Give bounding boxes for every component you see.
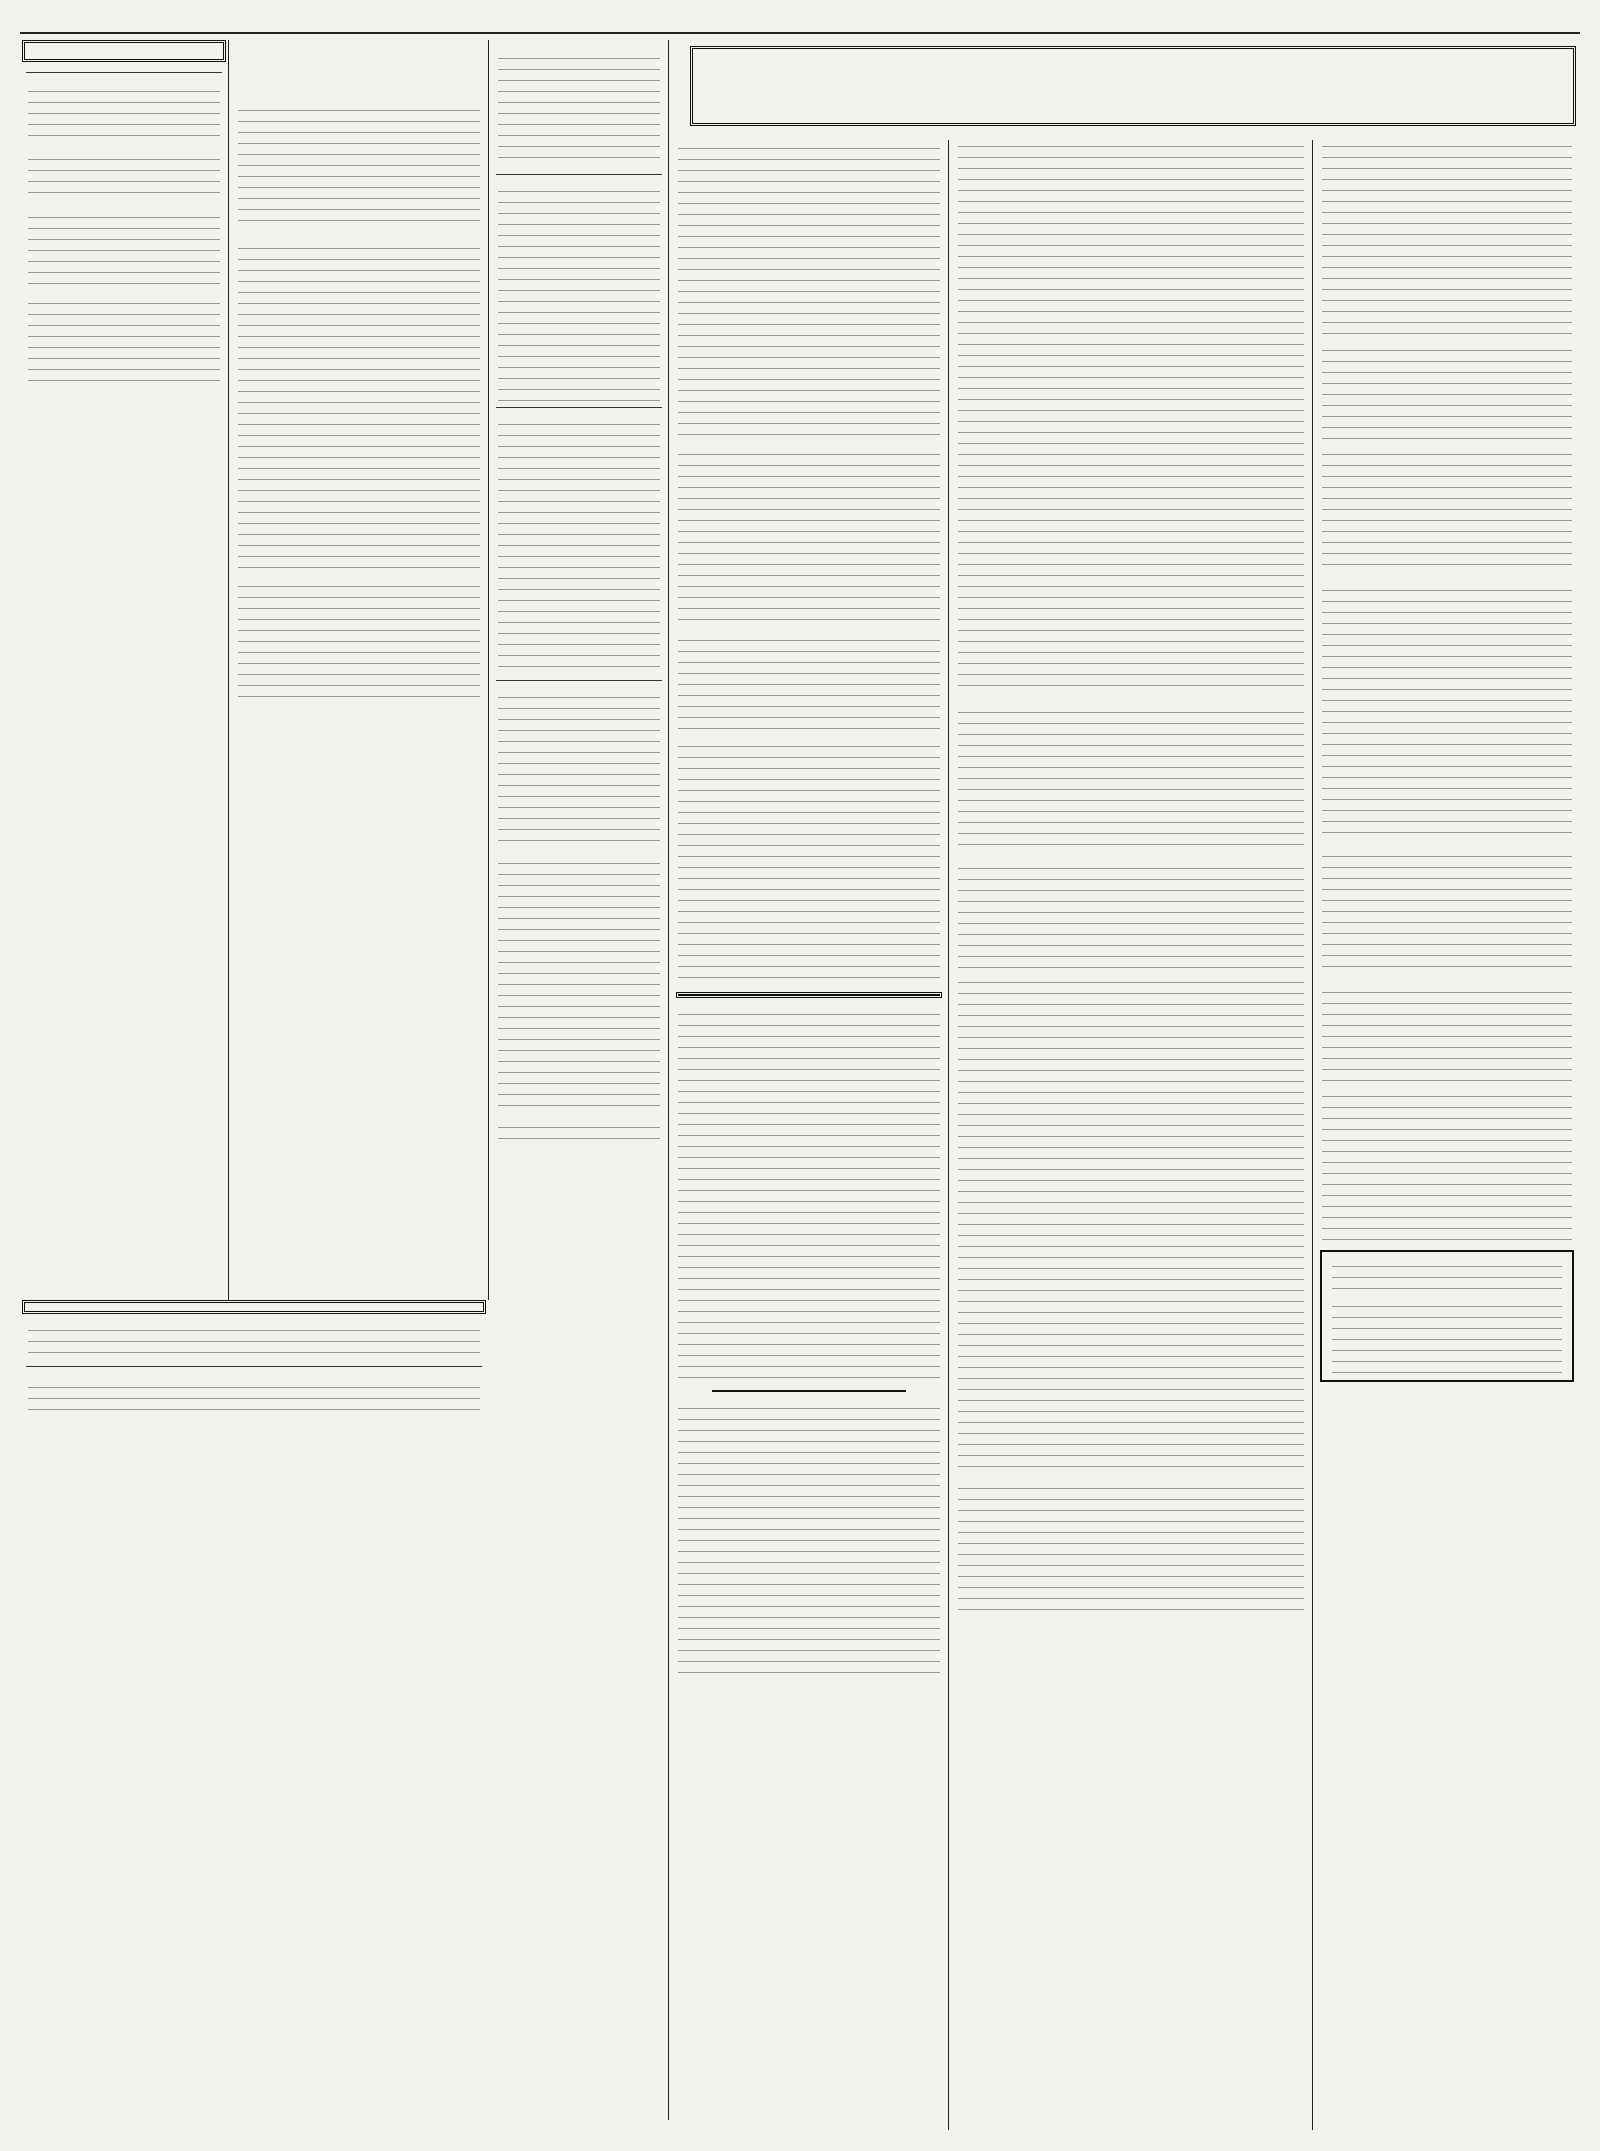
article-body [958,702,1304,852]
article-body [1322,982,1572,1082]
article-body [678,736,940,986]
divider [26,1366,482,1367]
heading [712,1390,906,1392]
article-body [238,576,480,706]
section-title-shipping [22,1300,486,1314]
article-body [498,1117,660,1147]
column-right [1316,130,1578,2120]
advertisement-gigkos [1320,1250,1574,1382]
banner-day-to-day [690,46,1576,126]
divider [26,72,222,73]
ad-text [28,1377,480,1417]
article-body [1322,340,1572,440]
col-rule [488,40,489,1300]
top-rule [20,32,1580,34]
article-body [238,100,480,230]
article-body [1322,136,1572,336]
col-rule [948,140,949,2130]
ad-text [1332,1296,1562,1376]
article-body [498,853,660,1113]
article-body [238,238,480,568]
col-rule [228,40,229,1300]
section-title-economic [22,40,226,62]
article-body [958,136,1304,696]
column-foreign-markets [232,40,486,1290]
market-text [28,293,220,383]
loans-table [28,149,220,199]
article-body [678,630,940,730]
column-finance [22,40,226,1290]
article-body [678,138,940,438]
article-body [498,48,660,168]
divider [496,174,662,175]
article-body [958,858,1304,968]
column-city [672,130,946,2120]
shipping-section [22,1300,486,1840]
article-body [678,1004,940,1384]
article-body [958,972,1304,1472]
article-body [1322,1086,1572,1246]
bond-table [28,81,220,141]
column-announcements [492,40,666,2100]
article-body [498,414,660,674]
article-body [1322,444,1572,574]
article-body [1322,580,1572,840]
col-rule [1312,140,1313,2130]
article-body [958,1478,1304,1618]
securities-text [28,207,220,287]
ad-text [28,1320,480,1360]
article-body [1322,846,1572,976]
article-body [498,181,660,401]
article-body [678,444,940,624]
ad-text [1332,1256,1562,1296]
heading-chronika [676,992,942,998]
divider [496,680,662,681]
unused9 [22,1840,486,1841]
article-body [678,1398,940,1678]
divider [496,407,662,408]
column-meeting [952,130,1310,2120]
article-body [498,687,660,847]
col-rule [668,40,669,2120]
